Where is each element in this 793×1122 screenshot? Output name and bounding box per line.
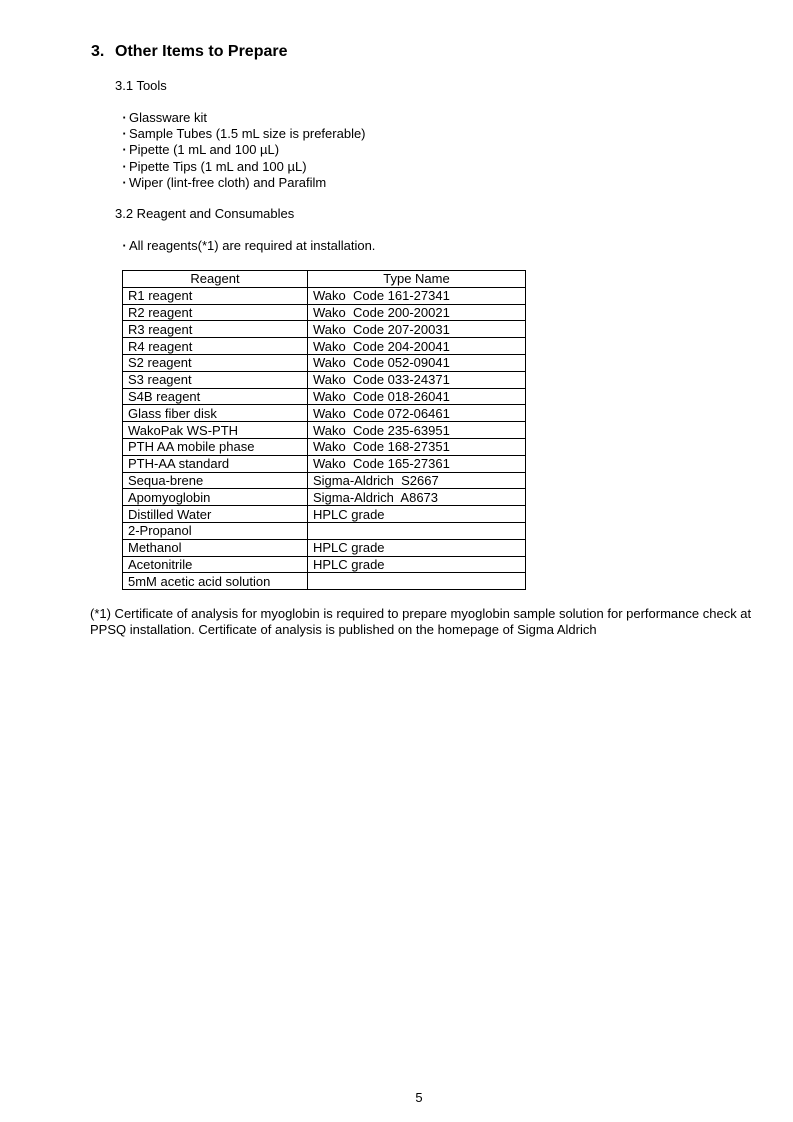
reagent-name-cell: R2 reagent [123, 304, 308, 321]
type-name-cell: Wako Code 072-06461 [308, 405, 526, 422]
table-row [123, 371, 526, 388]
tools-item: · Wiper (lint-free cloth) and Parafilm [120, 175, 366, 191]
reagent-name-cell: S3 reagent [123, 371, 308, 388]
reagent-name-cell: Distilled Water [123, 506, 308, 523]
column-header-reagent: Reagent [123, 271, 308, 288]
page-number: 5 [415, 1090, 423, 1105]
table-row [123, 321, 526, 338]
table-row [123, 338, 526, 355]
reagent-name-cell: WakoPak WS-PTH [123, 422, 308, 439]
section-title: Other Items to Prepare [115, 43, 288, 60]
type-name-cell [308, 573, 526, 590]
section-heading [91, 43, 288, 61]
section-number: 3. [91, 43, 105, 60]
type-name-cell: Wako Code 161-27341 [308, 287, 526, 304]
table-row [123, 556, 526, 573]
table-row [123, 438, 526, 455]
tools-heading: 3.1 Tools [115, 78, 167, 93]
type-name-cell: HPLC grade [308, 506, 526, 523]
table-row [123, 388, 526, 405]
tools-item: · Pipette Tips (1 mL and 100 µL) [120, 159, 366, 175]
reagent-name-cell: Glass fiber disk [123, 405, 308, 422]
reagent-name-cell: Sequa-brene [123, 472, 308, 489]
reagent-name-cell: S2 reagent [123, 354, 308, 371]
table-row [123, 472, 526, 489]
reagent-name-cell: 2-Propanol [123, 522, 308, 539]
type-name-cell: HPLC grade [308, 556, 526, 573]
table-row [123, 455, 526, 472]
type-name-cell: Wako Code 207-20031 [308, 321, 526, 338]
reagent-name-cell: PTH-AA standard [123, 455, 308, 472]
type-name-cell: HPLC grade [308, 539, 526, 556]
table-row [123, 489, 526, 506]
reagent-table [122, 270, 526, 590]
type-name-cell: Wako Code 168-27351 [308, 438, 526, 455]
reagent-name-cell: PTH AA mobile phase [123, 438, 308, 455]
reagents-note: · All reagents(*1) are required at installation. [120, 238, 375, 253]
reagent-name-cell: R1 reagent [123, 287, 308, 304]
table-row [123, 539, 526, 556]
reagent-name-cell: R3 reagent [123, 321, 308, 338]
type-name-cell: Sigma-Aldrich A8673 [308, 489, 526, 506]
reagents-heading: 3.2 Reagent and Consumables [115, 206, 295, 221]
reagent-name-cell: Methanol [123, 539, 308, 556]
table-row [123, 522, 526, 539]
reagent-name-cell: Apomyoglobin [123, 489, 308, 506]
reagent-name-cell: R4 reagent [123, 338, 308, 355]
type-name-cell [308, 522, 526, 539]
table-row [123, 422, 526, 439]
reagent-name-cell: Acetonitrile [123, 556, 308, 573]
reagent-table-body [123, 287, 526, 589]
tools-item: · Sample Tubes (1.5 mL size is preferable) [120, 126, 366, 142]
type-name-cell: Wako Code 235-63951 [308, 422, 526, 439]
table-row [123, 304, 526, 321]
table-header-row [123, 271, 526, 288]
reagent-name-cell: 5mM acetic acid solution [123, 573, 308, 590]
table-row [123, 573, 526, 590]
column-header-type-name: Type Name [308, 271, 526, 288]
type-name-cell: Wako Code 033-24371 [308, 371, 526, 388]
table-row [123, 506, 526, 523]
table-row [123, 354, 526, 371]
type-name-cell: Wako Code 018-26041 [308, 388, 526, 405]
table-row [123, 287, 526, 304]
table-row [123, 405, 526, 422]
type-name-cell: Wako Code 052-09041 [308, 354, 526, 371]
tools-item: · Glassware kit [120, 110, 366, 126]
type-name-cell: Wako Code 200-20021 [308, 304, 526, 321]
tools-item: · Pipette (1 mL and 100 µL) [120, 142, 366, 158]
type-name-cell: Sigma-Aldrich S2667 [308, 472, 526, 489]
tools-list [120, 110, 366, 191]
type-name-cell: Wako Code 204-20041 [308, 338, 526, 355]
footnote: (*1) Certificate of analysis for myoglobin is required to prepare myoglobin sample solution for performance check at PPSQ installation. Certificate of analysis is published on the homepage of Sigma Aldrich [90, 606, 752, 637]
reagent-name-cell: S4B reagent [123, 388, 308, 405]
type-name-cell: Wako Code 165-27361 [308, 455, 526, 472]
